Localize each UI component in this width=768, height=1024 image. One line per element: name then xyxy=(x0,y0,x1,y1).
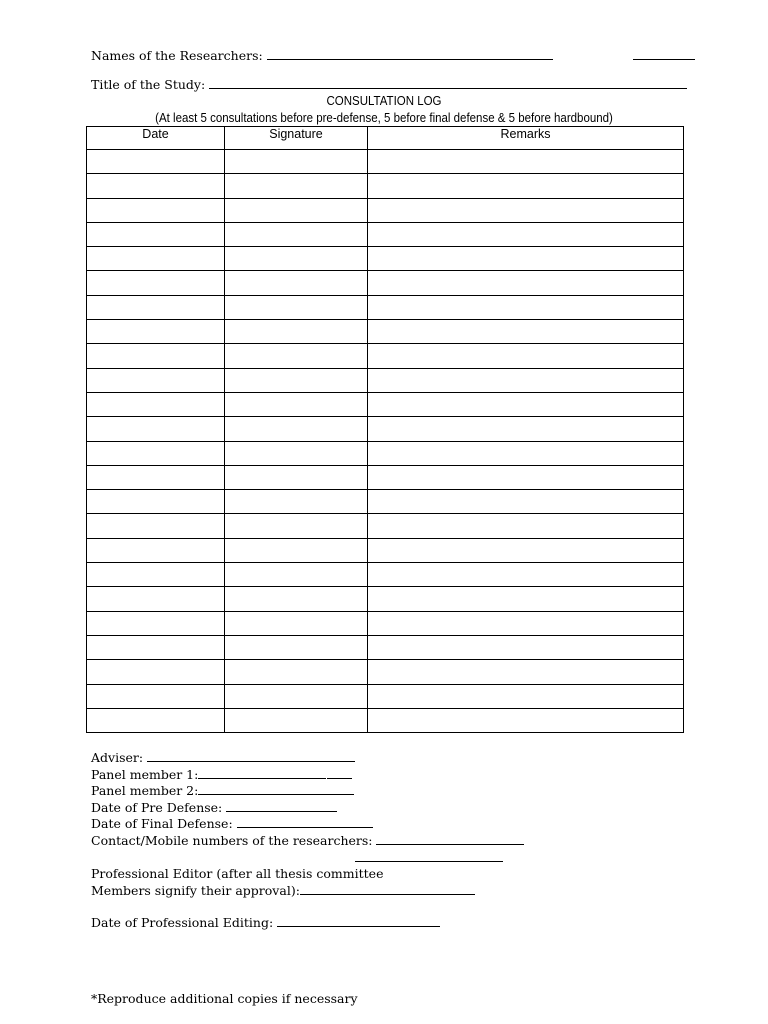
pre-defense-label: Date of Pre Defense: xyxy=(91,799,223,815)
remarks-cell[interactable] xyxy=(368,490,684,514)
table-row xyxy=(87,320,684,344)
signature-cell[interactable] xyxy=(225,344,368,368)
panel-member-2-label: Panel member 2: xyxy=(91,783,199,799)
panel-member-2-field xyxy=(91,783,524,800)
reproduce-note: *Reproduce additional copies if necessary xyxy=(91,991,358,1006)
table-row xyxy=(87,344,684,368)
researchers-field xyxy=(91,48,695,63)
table-row xyxy=(87,587,684,611)
signature-cell[interactable] xyxy=(225,563,368,587)
editor-label-line-2: Members signify their approval): xyxy=(91,882,300,898)
table-row xyxy=(87,198,684,222)
signature-cell[interactable] xyxy=(225,441,368,465)
signature-cell[interactable] xyxy=(225,295,368,319)
remarks-cell[interactable] xyxy=(368,368,684,392)
table-row xyxy=(87,247,684,271)
table-row xyxy=(87,660,684,684)
panel-member-1-field xyxy=(91,767,524,784)
contact-label: Contact/Mobile numbers of the researchers: xyxy=(91,832,373,848)
date-cell[interactable] xyxy=(87,563,225,587)
date-cell[interactable] xyxy=(87,150,225,174)
date-cell[interactable] xyxy=(87,708,225,732)
date-cell[interactable] xyxy=(87,295,225,319)
date-cell[interactable] xyxy=(87,490,225,514)
final-defense-blank[interactable] xyxy=(237,816,373,828)
table-row xyxy=(87,150,684,174)
remarks-cell[interactable] xyxy=(368,465,684,489)
remarks-cell[interactable] xyxy=(368,514,684,538)
signature-cell[interactable] xyxy=(225,684,368,708)
table-row xyxy=(87,635,684,659)
researchers-label: Names of the Researchers: xyxy=(91,48,263,63)
signature-cell[interactable] xyxy=(225,708,368,732)
table-row xyxy=(87,441,684,465)
log-title: CONSULTATION LOG xyxy=(326,94,442,108)
contact-blank-1[interactable] xyxy=(376,833,524,845)
panel-member-1-blank[interactable] xyxy=(198,767,326,779)
table-row xyxy=(87,611,684,635)
date-cell[interactable] xyxy=(87,344,225,368)
adviser-label: Adviser: xyxy=(91,750,144,765)
editor-blank[interactable] xyxy=(300,883,475,895)
study-title-field xyxy=(91,77,687,92)
remarks-cell[interactable] xyxy=(368,587,684,611)
signature-cell[interactable] xyxy=(225,271,368,295)
table-row xyxy=(87,684,684,708)
table-row xyxy=(87,514,684,538)
table-row xyxy=(87,563,684,587)
panel-member-2-blank[interactable] xyxy=(198,783,354,795)
editing-date-label: Date of Professional Editing: xyxy=(91,915,274,931)
adviser-field xyxy=(91,750,524,767)
editing-date-blank[interactable] xyxy=(277,915,440,927)
remarks-cell[interactable] xyxy=(368,684,684,708)
editing-date-field xyxy=(91,915,524,932)
remarks-cell[interactable] xyxy=(368,271,684,295)
column-header-date: Date xyxy=(87,127,225,150)
date-cell[interactable] xyxy=(87,635,225,659)
log-subtitle: (At least 5 consultations before pre-defense, 5 before final defense & 5 before hardbound) xyxy=(155,111,613,125)
study-title-label: Title of the Study: xyxy=(91,77,206,92)
signature-cell[interactable] xyxy=(225,611,368,635)
signature-cell[interactable] xyxy=(225,368,368,392)
date-cell[interactable] xyxy=(87,320,225,344)
remarks-cell[interactable] xyxy=(368,660,684,684)
table-row xyxy=(87,174,684,198)
signature-cell[interactable] xyxy=(225,660,368,684)
date-cell[interactable] xyxy=(87,174,225,198)
contact-field-2 xyxy=(91,850,524,867)
table-row xyxy=(87,538,684,562)
remarks-cell[interactable] xyxy=(368,247,684,271)
signature-cell[interactable] xyxy=(225,222,368,246)
table-row xyxy=(87,295,684,319)
date-cell[interactable] xyxy=(87,684,225,708)
signature-cell[interactable] xyxy=(225,635,368,659)
adviser-blank[interactable] xyxy=(147,750,355,762)
date-cell[interactable] xyxy=(87,587,225,611)
study-title-blank[interactable] xyxy=(209,77,687,89)
signature-cell[interactable] xyxy=(225,514,368,538)
pre-defense-blank[interactable] xyxy=(226,800,337,812)
signature-cell[interactable] xyxy=(225,490,368,514)
remarks-cell[interactable] xyxy=(368,344,684,368)
date-cell[interactable] xyxy=(87,198,225,222)
final-defense-field xyxy=(91,816,524,833)
remarks-cell[interactable] xyxy=(368,174,684,198)
pre-defense-field xyxy=(91,800,524,817)
remarks-cell[interactable] xyxy=(368,538,684,562)
remarks-cell[interactable] xyxy=(368,611,684,635)
table-row xyxy=(87,368,684,392)
date-cell[interactable] xyxy=(87,538,225,562)
remarks-cell[interactable] xyxy=(368,392,684,416)
remarks-cell[interactable] xyxy=(368,222,684,246)
date-cell[interactable] xyxy=(87,222,225,246)
date-cell[interactable] xyxy=(87,514,225,538)
column-header-remarks: Remarks xyxy=(368,127,684,150)
remarks-cell[interactable] xyxy=(368,563,684,587)
editor-field xyxy=(91,883,524,900)
column-header-signature: Signature xyxy=(225,127,368,150)
signature-cell[interactable] xyxy=(225,174,368,198)
date-cell[interactable] xyxy=(87,368,225,392)
signature-cell[interactable] xyxy=(225,538,368,562)
table-row xyxy=(87,417,684,441)
contact-field xyxy=(91,833,524,850)
signature-cell[interactable] xyxy=(225,587,368,611)
date-cell[interactable] xyxy=(87,247,225,271)
signature-cell[interactable] xyxy=(225,465,368,489)
date-cell[interactable] xyxy=(87,441,225,465)
date-cell[interactable] xyxy=(87,611,225,635)
remarks-cell[interactable] xyxy=(368,295,684,319)
panel-member-1-label: Panel member 1: xyxy=(91,766,199,782)
remarks-cell[interactable] xyxy=(368,150,684,174)
remarks-cell[interactable] xyxy=(368,635,684,659)
remarks-cell[interactable] xyxy=(368,441,684,465)
table-body xyxy=(87,150,684,733)
researchers-blank[interactable] xyxy=(267,48,553,60)
table-row xyxy=(87,271,684,295)
final-defense-label: Date of Final Defense: xyxy=(91,816,233,832)
date-cell[interactable] xyxy=(87,392,225,416)
date-cell[interactable] xyxy=(87,660,225,684)
editor-label-line-1: Professional Editor (after all thesis committee xyxy=(91,866,384,882)
signature-cell[interactable] xyxy=(225,198,368,222)
remarks-cell[interactable] xyxy=(368,708,684,732)
date-cell[interactable] xyxy=(87,417,225,441)
table-row xyxy=(87,222,684,246)
table-row xyxy=(87,465,684,489)
consultation-log-table xyxy=(86,126,684,733)
table-row xyxy=(87,708,684,732)
table-row xyxy=(87,392,684,416)
table-header-row xyxy=(87,127,684,150)
signature-cell[interactable] xyxy=(225,150,368,174)
date-cell[interactable] xyxy=(87,465,225,489)
signature-cell[interactable] xyxy=(225,320,368,344)
table-row xyxy=(87,490,684,514)
contact-blank-2[interactable] xyxy=(355,850,503,862)
signature-cell[interactable] xyxy=(225,247,368,271)
remarks-cell[interactable] xyxy=(368,198,684,222)
signature-cell[interactable] xyxy=(225,392,368,416)
remarks-cell[interactable] xyxy=(368,320,684,344)
remarks-cell[interactable] xyxy=(368,417,684,441)
approval-fields xyxy=(91,750,524,932)
date-cell[interactable] xyxy=(87,271,225,295)
signature-cell[interactable] xyxy=(225,417,368,441)
researchers-blank-2[interactable] xyxy=(633,48,695,60)
